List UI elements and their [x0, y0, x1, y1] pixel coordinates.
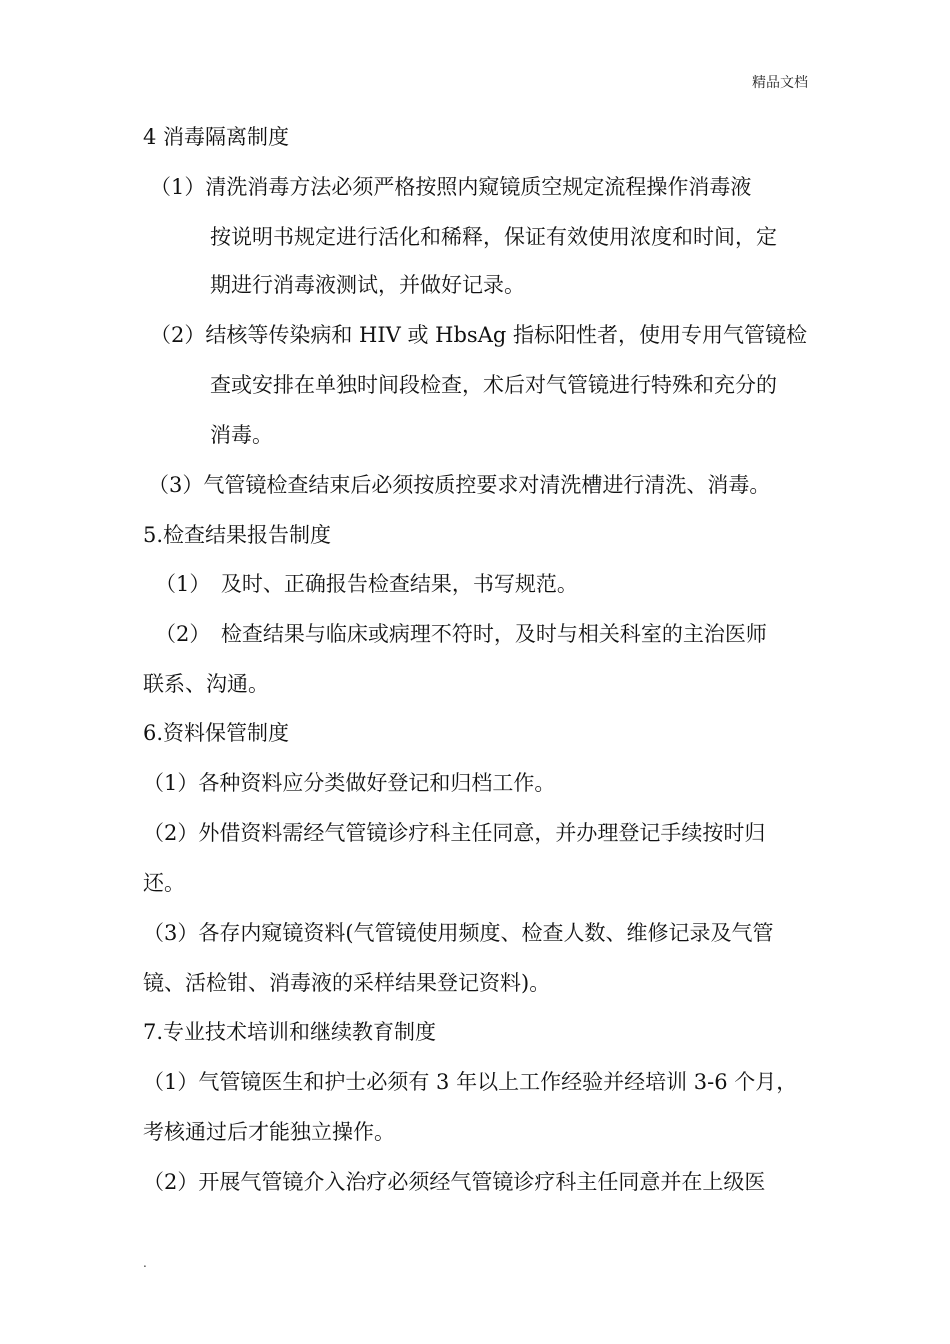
text-line: （1） 及时、正确报告检查结果，书写规范。 — [155, 572, 578, 596]
text-line: （1）各种资料应分类做好登记和归档工作。 — [143, 771, 556, 795]
text-line: 联系、沟通。 — [143, 672, 269, 696]
text-line: （1）清洗消毒方法必须严格按照内窥镜质空规定流程操作消毒液 — [150, 175, 752, 199]
text-line: （1）气管镜医生和护士必须有 3 年以上工作经验并经培训 3-6 个月， — [143, 1070, 798, 1094]
header-label: 精品文档 — [752, 75, 808, 91]
text-line: 按说明书规定进行活化和稀释，保证有效使用浓度和时间，定 — [210, 225, 777, 249]
text-line: （2）开展气管镜介入治疗必须经气管镜诊疗科主任同意并在上级医 — [143, 1170, 766, 1194]
text-line: 考核通过后才能独立操作。 — [143, 1120, 395, 1144]
text-line: （2） 检查结果与临床或病理不符时，及时与相关科室的主治医师 — [155, 622, 767, 646]
text-line: 消毒。 — [210, 423, 273, 447]
footer-mark: . — [143, 1256, 147, 1270]
text-line: （2）外借资料需经气管镜诊疗科主任同意，并办理登记手续按时归 — [143, 821, 766, 845]
text-line: （2）结核等传染病和 HIV 或 HbsAg 指标阳性者，使用专用气管镜检 — [150, 323, 807, 347]
section-heading-report: 5.检查结果报告制度 — [143, 523, 332, 547]
section-heading-training: 7.专业技术培训和继续教育制度 — [143, 1020, 437, 1044]
text-line: 还。 — [143, 871, 185, 895]
text-line: 期进行消毒液测试，并做好记录。 — [210, 273, 525, 297]
section-heading-records: 6.资料保管制度 — [143, 721, 290, 745]
text-line: （3）气管镜检查结束后必须按质控要求对清洗槽进行清洗、消毒。 — [148, 473, 771, 497]
section-heading-disinfection: 4 消毒隔离制度 — [143, 125, 290, 149]
text-line: （3）各存内窥镜资料(气管镜使用频度、检查人数、维修记录及气管 — [143, 921, 774, 945]
text-line: 查或安排在单独时间段检查，术后对气管镜进行特殊和充分的 — [210, 373, 777, 397]
text-line: 镜、活检钳、消毒液的采样结果登记资料)。 — [143, 971, 551, 995]
